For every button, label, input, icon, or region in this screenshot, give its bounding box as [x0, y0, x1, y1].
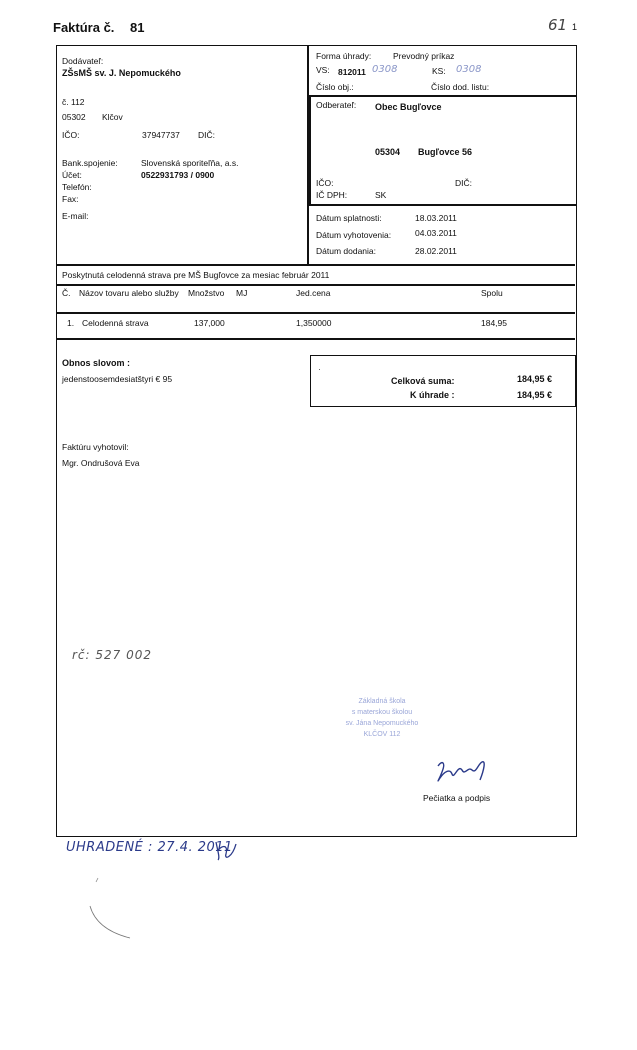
total-due-label: K úhrade : — [410, 390, 455, 400]
supplier-dic-label: DIČ: — [198, 130, 215, 140]
divider-customer-top — [308, 95, 576, 97]
divider-customer-bottom — [308, 204, 576, 206]
payment-form-value: Prevodný príkaz — [393, 51, 455, 61]
supplier-ico: 37947737 — [142, 130, 180, 140]
col-header-price: Jed.cena — [296, 288, 331, 298]
payment-ks-label: KS: — [432, 66, 446, 76]
row-name: Celodenná strava — [82, 318, 149, 328]
signature-label: Pečiatka a podpis — [423, 793, 491, 803]
total-sum-value: 184,95 € — [517, 374, 553, 384]
customer-zip: 05304 — [375, 147, 401, 157]
payment-vs-handwriting: 0308 — [372, 64, 398, 75]
divider-table-rows-bottom — [57, 338, 575, 340]
school-stamp — [332, 696, 432, 740]
customer-city: Bugľovce 56 — [418, 147, 472, 157]
stamp-line: sv. Jána Nepomuckého — [345, 720, 419, 727]
delivery-date-label: Dátum dodania: — [316, 246, 377, 256]
col-header-name: Názov tovaru alebo služby — [79, 288, 179, 298]
stamp-line: KLČOV 112 — [363, 731, 401, 738]
divider-description-top — [57, 264, 575, 266]
customer-icdph-value: SK — [375, 190, 387, 200]
customer-name: Obec Bugľovce — [375, 102, 442, 112]
supplier-fax-label: Fax: — [62, 194, 79, 204]
col-header-qty: Množstvo — [188, 288, 225, 298]
divider-customer-left — [309, 95, 311, 205]
invoice-description: Poskytnutá celodenná strava pre MŠ Bugľovce za mesiac február 2011 — [62, 270, 330, 280]
issuer-label: Faktúru vyhotovil: — [62, 442, 129, 452]
delivery-date: 28.02.2011 — [415, 246, 457, 256]
payment-ks-handwriting: 0308 — [456, 64, 482, 75]
invoice-frame — [56, 45, 577, 837]
supplier-zip: 05302 — [62, 112, 86, 122]
divider-table-header-top — [57, 284, 575, 286]
invoice-title — [53, 20, 145, 35]
due-date: 18.03.2011 — [415, 213, 457, 223]
customer-icdph-label: IČ DPH: — [316, 190, 348, 200]
issue-date: 04.03.2011 — [415, 228, 457, 238]
supplier-bank-label: Bank.spojenie: — [62, 158, 118, 168]
invoice-title-label: Faktúra č. — [53, 20, 115, 35]
supplier-email-label: E-mail: — [62, 211, 89, 221]
issue-date-label: Dátum vyhotovenia: — [316, 230, 392, 240]
words-value: jedenstoosemdesiatštyri € 95 — [62, 374, 173, 384]
customer-dic-label: DIČ: — [455, 178, 472, 188]
total-due-value: 184,95 € — [517, 390, 553, 400]
paid-handwriting: UHRADENÉ : 27.4. 2011 — [66, 840, 233, 855]
row-total: 184,95 — [481, 318, 507, 328]
supplier-ico-label: IČO: — [62, 130, 80, 140]
payment-form-label: Forma úhrady: — [316, 51, 372, 61]
words-label: Obnos slovom : — [62, 358, 131, 368]
payment-vs-value: 812011 — [338, 67, 366, 77]
issuer-name: Mgr. Ondrušová Eva — [62, 458, 140, 468]
registration-handwriting: rč: 527 002 — [72, 648, 153, 662]
signature-scribble — [432, 756, 492, 788]
stamp-line: Základná škola — [358, 698, 406, 705]
supplier-label: Dodávateľ: — [62, 56, 104, 66]
payment-delivery-note-label: Číslo dod. listu: — [431, 82, 490, 92]
payment-order-label: Číslo obj.: — [316, 82, 354, 92]
stamp-line: s materskou školou — [351, 709, 413, 716]
scan-artifact — [86, 876, 146, 946]
col-header-no: Č. — [62, 288, 71, 298]
supplier-city: Klčov — [102, 112, 123, 122]
divider-table-header-bottom — [57, 312, 575, 314]
corner-handwriting: 61 — [548, 16, 568, 34]
page-number: 1 — [572, 22, 578, 32]
row-price: 1,350000 — [296, 318, 332, 328]
payment-vs-label: VS: — [316, 65, 330, 75]
customer-label: Odberateľ: — [316, 100, 357, 110]
supplier-phone-label: Telefón: — [62, 182, 92, 192]
supplier-street: č. 112 — [62, 97, 85, 107]
customer-ico-label: IČO: — [316, 178, 334, 188]
col-header-unit: MJ — [236, 288, 248, 298]
invoice-number: 81 — [130, 20, 145, 35]
totals-dot: · — [318, 364, 321, 374]
paid-initials-scribble — [212, 838, 242, 862]
supplier-account: 0522931793 / 0900 — [141, 170, 215, 180]
col-header-total: Spolu — [481, 288, 503, 298]
supplier-account-label: Účet: — [62, 170, 82, 180]
total-sum-label: Celková suma: — [391, 376, 455, 386]
row-qty: 137,000 — [194, 318, 225, 328]
supplier-bank: Slovenská sporiteľňa, a.s. — [141, 158, 239, 168]
row-no: 1. — [67, 318, 75, 328]
due-date-label: Dátum splatnosti: — [316, 213, 382, 223]
supplier-name: ZŠsMŠ sv. J. Nepomuckého — [62, 68, 181, 78]
